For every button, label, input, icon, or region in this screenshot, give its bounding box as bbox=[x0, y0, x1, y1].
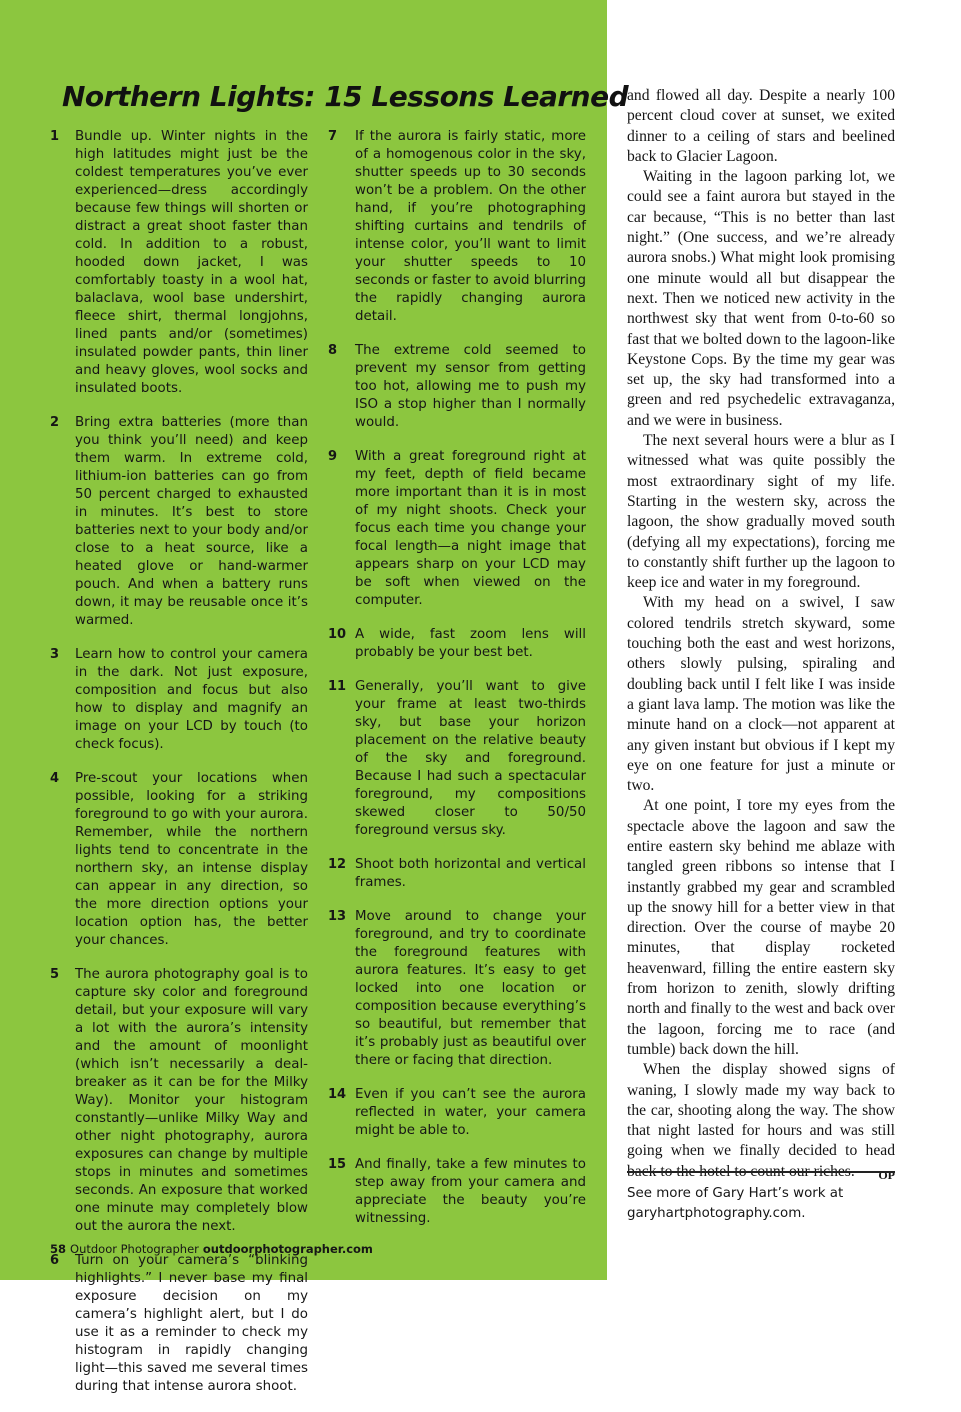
article-title: Northern Lights: 15 Lessons Learned bbox=[62, 80, 629, 113]
lesson-text: And finally, take a few minutes to step away from your camera and appreciate the beauty you’re witnessing. bbox=[355, 1157, 586, 1226]
lesson-text: Move around to change your foreground, and try to coordinate the foreground features with aurora features. It’s easy to get locked into one location or composition because everything’s so beautiful, but remember that it’s probably just as beautiful over there or facing that direction. bbox=[355, 909, 586, 1068]
lesson-number: 1 bbox=[50, 129, 60, 144]
lesson-text: If the aurora is fairly static, more of a homogenous color in the sky, shutter speeds up to 30 seconds won’t be a problem. On the other hand, if you’re photographing shifting curtains and tendrils of intense color, you’ll want to limit your shutter speeds to 10 seconds or faster to avoid blurring the rapidly changing aurora detail. bbox=[355, 129, 586, 324]
credit-link[interactable]: garyhartphotography.com. bbox=[627, 1206, 806, 1221]
lesson-text: The extreme cold seemed to prevent my sensor from getting too hot, allowing me to push my ISO a stop higher than I normally would. bbox=[355, 343, 586, 430]
end-mark: OP bbox=[878, 1167, 895, 1182]
body-paragraph: and flowed all day. Despite a nearly 100 percent cloud cover at sunset, we exited dinner to a ceiling of stars and beelined back to Glacier Lagoon. bbox=[627, 87, 895, 165]
page-number: 58 bbox=[50, 1242, 67, 1256]
credit-line: See more of Gary Hart’s work at bbox=[627, 1186, 844, 1201]
lesson-item bbox=[328, 342, 586, 432]
lesson-text: Turn on your camera’s “blinking highlights.” I never base my final exposure decision on my camera’s highlight alert, but I do use it as a reminder to check my histogram in rapidly changing light—this saved me several times during that intense aurora shoot. bbox=[75, 1253, 308, 1394]
lesson-item bbox=[328, 856, 586, 892]
lesson-text: Even if you can’t see the aurora reflected in water, your camera might be able to. bbox=[355, 1087, 586, 1138]
lesson-item bbox=[50, 966, 308, 1236]
lesson-item bbox=[50, 414, 308, 630]
body-paragraph bbox=[627, 1060, 895, 1182]
lesson-number: 2 bbox=[50, 415, 60, 430]
body-paragraph: With my head on a swivel, I saw colored tendrils stretch skyward, some touching both the east and west horizons, others slowly pulsing, spiraling and doubling back until I felt like I was inside a giant lava lamp. The motion was like the minute hand on a clock—not apparent at any given instant but obvious if I kept my eye on one feature for just a minute or two. bbox=[627, 594, 895, 795]
lesson-number: 9 bbox=[328, 449, 338, 464]
lesson-text: Generally, you’ll want to give your frame at least two-thirds sky, but base your horizon placement on the relative beauty of the sky and foreground. Because I had such a spectacular foreground, my compositions skewed closer to 50/50 foreground versus sky. bbox=[355, 679, 586, 838]
lesson-text: Bring extra batteries (more than you think you’ll need) and keep them warm. In extreme cold, lithium-ion batteries can go from 50 percent charged to exhausted in minutes. It’s best to store batteries next to your body and/or close to a heat source, like a heated glove or hand-warmer pouch. And when a battery runs down, it may be reusable once it’s warmed. bbox=[75, 415, 308, 628]
lesson-number: 14 bbox=[328, 1087, 347, 1102]
lesson-number: 10 bbox=[328, 627, 347, 642]
lesson-number: 5 bbox=[50, 967, 60, 982]
lesson-number: 6 bbox=[50, 1253, 60, 1268]
lesson-text: Pre-scout your locations when possible, looking for a striking foreground to go with your aurora. Remember, while the northern lights tend to concentrate in the northern sky, an intense display can appear in any direction, so the more direction options your location option has, the better your chances. bbox=[75, 771, 308, 948]
lessons-column-left bbox=[50, 128, 308, 1412]
body-paragraph: The next several hours were a blur as I witnessed what was quite possibly the most extraordinary sight of my life. Starting in the western sky, across the lagoon, the show gradually moved south (defying all my expectations), forcing me to constantly shift further up the lagoon to keep ice and water in my foreground. bbox=[627, 432, 895, 592]
magazine-name: Outdoor Photographer bbox=[70, 1242, 199, 1256]
body-paragraph: At one point, I tore my eyes from the spectacle above the lagoon and saw the entire eastern sky behind me ablaze with tangled green ribbons so intense that I instantly grabbed my gear and scrambled up the snowy hill for a better view in that direction. Over the course of maybe 20 minutes, that display rocketed heavenward, filling the entire eastern sky from horizon to zenith, slowly drifting north and finally to the west and back over the lagoon, forcing me to race (and tumble) back down the hill. bbox=[627, 797, 895, 1058]
lesson-number: 7 bbox=[328, 129, 338, 144]
lesson-item bbox=[50, 646, 308, 754]
article-body bbox=[627, 86, 895, 1185]
lesson-text: A wide, fast zoom lens will probably be your best bet. bbox=[355, 627, 586, 660]
website-link[interactable]: outdoorphotographer.com bbox=[202, 1242, 373, 1256]
lesson-item bbox=[50, 1252, 308, 1396]
lesson-number: 4 bbox=[50, 771, 60, 786]
divider bbox=[627, 1171, 895, 1173]
lesson-item bbox=[328, 1086, 586, 1140]
lesson-item bbox=[328, 678, 586, 840]
lesson-text: Shoot both horizontal and vertical frames. bbox=[355, 857, 586, 890]
lesson-item bbox=[50, 128, 308, 398]
lesson-number: 3 bbox=[50, 647, 60, 662]
lesson-text: Bundle up. Winter nights in the high latitudes might just be the coldest temperatures you’ve ever experienced—dress accordingly because few things will shorten or distract a great shoot faster than cold. In addition to a robust, hooded down jacket, I was comfortably toasty in a wool hat, balaclava, wool base undershirt, fleece shirt, thermal longjohns, lined pants and/or (sometimes) insulated powder pants, thin liner and heavy gloves, wool socks and insulated boots. bbox=[75, 129, 308, 396]
lesson-text: With a great foreground right at my feet, depth of field became more important than it is in most of my night shoots. Check your focus each time you change your focal length—a night image that appears sharp on your LCD may be soft when viewed on the computer. bbox=[355, 449, 586, 608]
lesson-number: 8 bbox=[328, 343, 338, 358]
lesson-item bbox=[50, 770, 308, 950]
lesson-item bbox=[328, 1156, 586, 1228]
body-paragraph: Waiting in the lagoon parking lot, we could see a faint aurora but stayed in the car because, “This is no better than last night.” (One success, and we’re already aurora snobs.) What might look promising one minute would all but disappear the next. Then we noticed new activity in the northwest sky that went from 0-to-60 so fast that we bolted down to the lagoon-like Keystone Cops. By the time my gear was set up, the sky had transformed into a green and red psychedelic extravaganza, and we were in business. bbox=[627, 168, 895, 429]
lessons-column-right bbox=[328, 128, 586, 1244]
lesson-number: 13 bbox=[328, 909, 347, 924]
lesson-text: Learn how to control your camera in the dark. Not just exposure, composition and focus but also how to display and magnify an image on your LCD by touch (to check focus). bbox=[75, 647, 308, 752]
lesson-item bbox=[328, 908, 586, 1070]
lesson-item bbox=[328, 448, 586, 610]
lesson-number: 15 bbox=[328, 1157, 347, 1172]
lesson-number: 12 bbox=[328, 857, 347, 872]
lesson-item bbox=[328, 626, 586, 662]
lesson-text: The aurora photography goal is to capture sky color and foreground detail, but your exposure will vary a lot with the aurora’s intensity and the amount of moonlight (which isn’t necessarily a deal-breaker as it can be for the Milky Way). Monitor your histogram constantly—unlike Milky Way and other night photography, aurora exposures can change by multiple stops in minutes and sometimes seconds. An exposure that worked one minute may completely blow out the aurora the next. bbox=[75, 967, 308, 1234]
lesson-number: 11 bbox=[328, 679, 347, 694]
body-paragraph-text: When the display showed signs of waning, I slowly made my way back to the car, shooting along the way. The show that night lasted for hours and was still going when we finally decided to head back to the hotel to count our riches. bbox=[627, 1061, 895, 1180]
photographer-credit bbox=[627, 1184, 895, 1224]
page-footer bbox=[50, 1242, 373, 1256]
lesson-item bbox=[328, 128, 586, 326]
